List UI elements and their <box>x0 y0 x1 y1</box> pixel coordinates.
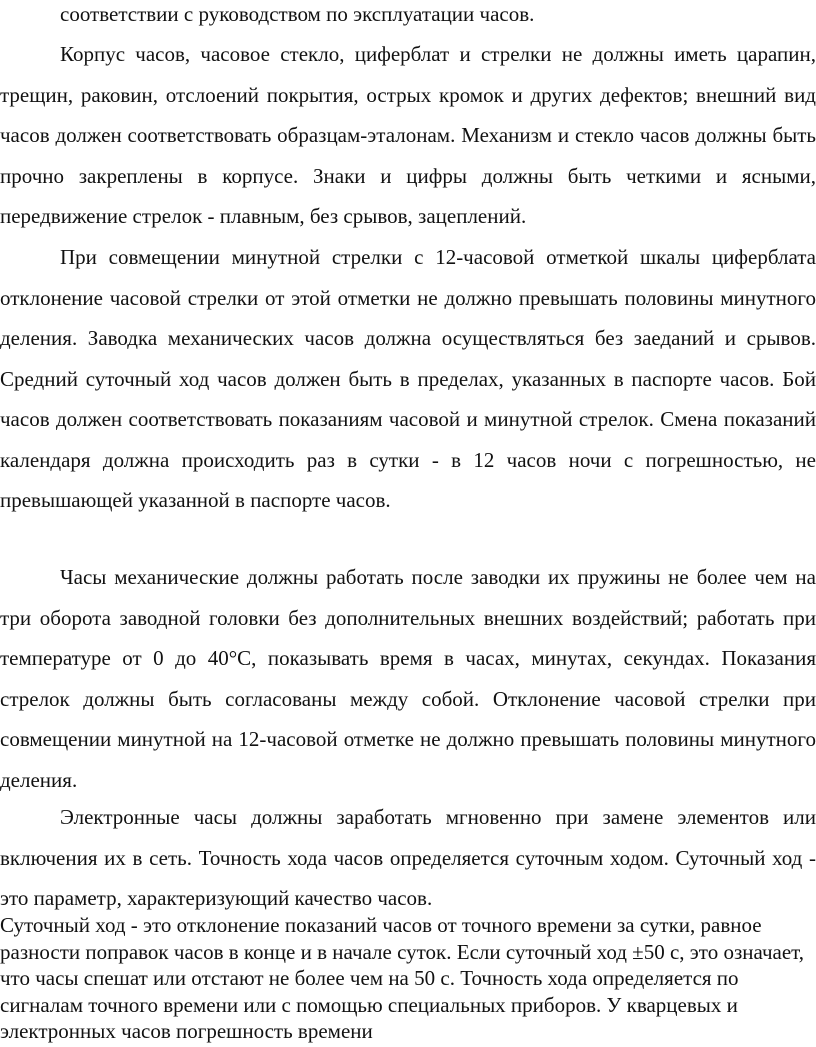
paragraph-continuation: соответствии с руководством по эксплуатации часов. <box>60 2 535 26</box>
paragraph-hand-alignment: При совмещении минутной стрелки с 12-часовой отметкой шкалы циферблата отклонение часовой стрелки от этой отметки не должно превышать половины минутного деления. Заводка механических часов должна осуществляться без заеданий и срывов. Средний суточный ход часов должен быть в пределах, указанных в паспорте часов. Бой часов должен соответствовать показаниям часовой и минутной стрелок. Смена показаний календаря должна происходить раз в сутки - в 12 часов ночи с погрешностью, не превышающей указанной в паспорте часов. <box>0 245 816 512</box>
paragraph-mechanical-watches: Часы механические должны работать после заводки их пружины не более чем на три оборота заводной головки без дополнительных внешних воздействий; работать при температуре от 0 до 40°С, показывать время в часах, минутах, секундах. Показания стрелок должны быть согласованы между собой. Отклонение часовой стрелки при совмещении минутной на 12-часовой отметке не должно превышать половины минутного деления. <box>0 565 816 792</box>
paragraph-daily-rate: Суточный ход - это отклонение показаний часов от точного времени за сутки, равное разности поправок часов в конце и в начале суток. Если суточный ход ±50 с, это означает, что часы спешат или отстают не более чем на 50 с. Точность хода определяется по сигналам точного времени или с помощью специальных приборов. У кварцевых и электронных часов погрешность времени <box>0 913 805 1043</box>
paragraph-electronic-watches: Электронные часы должны заработать мгновенно при замене элементов или включения их в сеть. Точность хода часов определяется суточным ходом. Суточный ход - это параметр, характеризующий качество часов. <box>0 805 816 910</box>
paragraph-case-requirements: Корпус часов, часовое стекло, циферблат и стрелки не должны иметь царапин, трещин, раковин, отслоений покрытия, острых кромок и других дефектов; внешний вид часов должен соответствовать образцам-эталонам. Механизм и стекло часов должны быть прочно закреплены в корпусе. Знаки и цифры должны быть четкими и ясными, передвижение стрелок - плавным, без срывов, зацеплений. <box>0 42 816 228</box>
